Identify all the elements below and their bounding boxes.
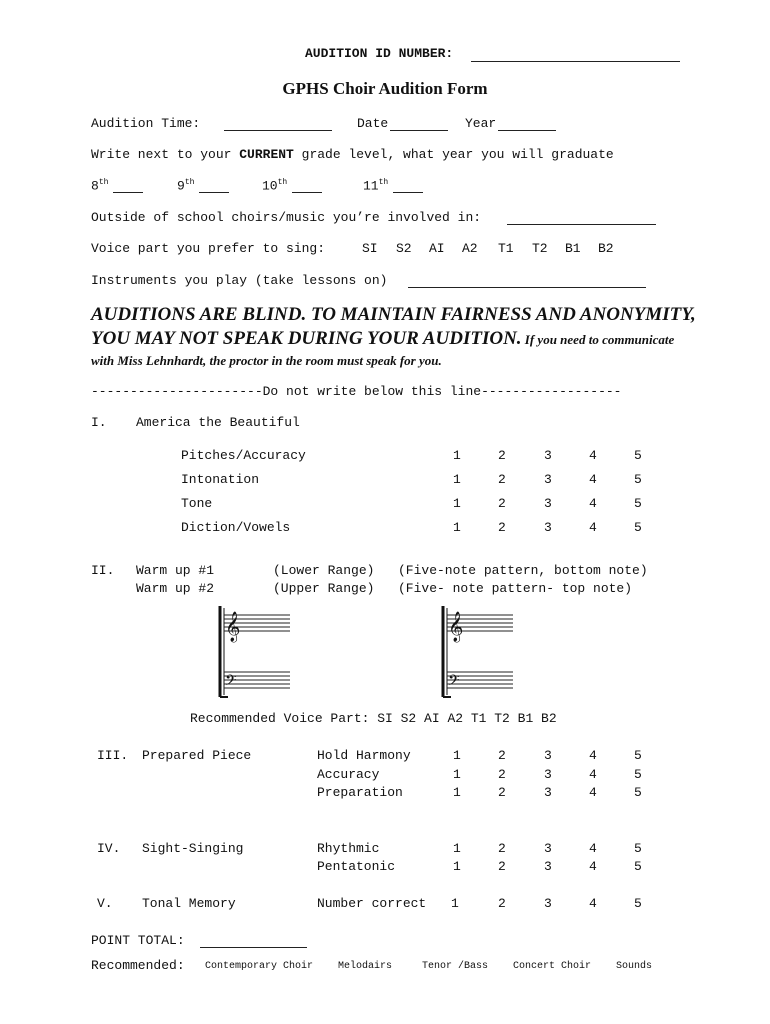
score-option-5[interactable]: 5	[634, 767, 642, 782]
voice-option-si[interactable]: SI	[362, 241, 378, 256]
score-option-2[interactable]: 2	[498, 859, 506, 874]
score-option-1[interactable]: 1	[453, 496, 461, 511]
section-3-numeral: III.	[97, 748, 129, 763]
date-field[interactable]	[390, 118, 448, 131]
score-option-5[interactable]: 5	[634, 785, 642, 800]
score-option-4[interactable]: 4	[589, 841, 597, 856]
score-option-4[interactable]: 4	[589, 896, 597, 911]
audition-id-label: AUDITION ID NUMBER:	[305, 46, 454, 61]
score-option-4[interactable]: 4	[589, 472, 597, 487]
date-label: Date	[357, 116, 389, 131]
grade-9-field[interactable]	[199, 182, 229, 193]
bass-clef-icon: 𝄢	[448, 672, 460, 693]
score-option-3[interactable]: 3	[544, 785, 552, 800]
score-option-4[interactable]: 4	[589, 448, 597, 463]
score-option-2[interactable]: 2	[498, 520, 506, 535]
score-option-2[interactable]: 2	[498, 767, 506, 782]
blind-audition-notice-line2: YOU MAY NOT SPEAK DURING YOUR AUDITION. If you need to communicate	[91, 328, 675, 349]
grand-staff-upper-range[interactable]	[437, 604, 517, 700]
year-field[interactable]	[498, 118, 556, 131]
recommended-voice-part: Recommended Voice Part: SI S2 AI A2 T1 T2 B1 B2	[190, 711, 557, 726]
score-option-4[interactable]: 4	[589, 496, 597, 511]
score-option-3[interactable]: 3	[544, 767, 552, 782]
instruments-label: Instruments you play (take lessons on)	[91, 273, 388, 288]
recommended-choir-label: Recommended:	[91, 958, 185, 973]
score-option-4[interactable]: 4	[589, 748, 597, 763]
score-option-3[interactable]: 3	[544, 896, 552, 911]
score-option-1[interactable]: 1	[453, 520, 461, 535]
score-option-5[interactable]: 5	[634, 448, 642, 463]
score-option-1[interactable]: 1	[453, 748, 461, 763]
grade-10: 10th	[262, 178, 288, 194]
voice-option-b1[interactable]: B1	[565, 241, 581, 256]
voice-part-label: Voice part you prefer to sing:	[91, 241, 326, 256]
score-option-2[interactable]: 2	[498, 748, 506, 763]
audition-time-label: Audition Time:	[91, 116, 201, 131]
score-option-1[interactable]: 1	[453, 767, 461, 782]
grand-staff-lower-range[interactable]	[214, 604, 294, 700]
voice-option-b2[interactable]: B2	[598, 241, 614, 256]
criterion-pentatonic: Pentatonic	[317, 859, 396, 874]
criterion-intonation: Intonation	[181, 472, 260, 487]
grade-8: 8th	[91, 178, 109, 194]
choir-option-tenor-bass[interactable]: Tenor /Bass	[422, 961, 489, 972]
score-option-5[interactable]: 5	[634, 748, 642, 763]
score-option-3[interactable]: 3	[544, 472, 552, 487]
grade-8-field[interactable]	[113, 182, 143, 193]
criterion-accuracy: Accuracy	[317, 767, 380, 782]
score-option-1[interactable]: 1	[451, 896, 459, 911]
criterion-hold-harmony: Hold Harmony	[317, 748, 411, 763]
criterion-diction-vowels: Diction/Vowels	[181, 520, 291, 535]
point-total-label: POINT TOTAL:	[91, 933, 185, 948]
criterion-tone: Tone	[181, 496, 213, 511]
treble-clef-icon: 𝄞	[225, 612, 241, 642]
score-option-5[interactable]: 5	[634, 520, 642, 535]
outside-choirs-field[interactable]	[507, 212, 656, 225]
voice-option-t2[interactable]: T2	[532, 241, 548, 256]
page-title: GPHS Choir Audition Form	[282, 79, 488, 98]
audition-id-field[interactable]	[471, 49, 680, 62]
voice-option-t1[interactable]: T1	[498, 241, 514, 256]
point-total-field[interactable]	[200, 935, 307, 948]
blind-audition-notice-line3: with Miss Lehnhardt, the proctor in the room must speak for you.	[91, 353, 442, 368]
grade-11-field[interactable]	[393, 182, 423, 193]
score-option-3[interactable]: 3	[544, 841, 552, 856]
score-option-1[interactable]: 1	[453, 785, 461, 800]
criterion-number-correct: Number correct	[317, 896, 427, 911]
do-not-write-divider: ----------------------Do not write below this line------------------	[91, 384, 622, 399]
score-option-3[interactable]: 3	[544, 748, 552, 763]
score-option-1[interactable]: 1	[453, 841, 461, 856]
bass-clef-icon: 𝄢	[225, 672, 237, 693]
score-option-4[interactable]: 4	[589, 859, 597, 874]
grade-prompt: Write next to your CURRENT grade level, what year you will graduate	[91, 147, 614, 162]
grade-11: 11th	[363, 178, 389, 194]
warm-up-1-name: Warm up #1	[136, 563, 215, 578]
score-option-2[interactable]: 2	[498, 785, 506, 800]
score-option-5[interactable]: 5	[634, 472, 642, 487]
score-option-5[interactable]: 5	[634, 896, 642, 911]
section-4-numeral: IV.	[97, 841, 121, 856]
score-option-1[interactable]: 1	[453, 448, 461, 463]
score-option-3[interactable]: 3	[544, 448, 552, 463]
score-option-5[interactable]: 5	[634, 859, 642, 874]
score-option-5[interactable]: 5	[634, 841, 642, 856]
section-4-title: Sight-Singing	[142, 841, 244, 856]
criterion-rhythmic: Rhythmic	[317, 841, 380, 856]
score-option-4[interactable]: 4	[589, 785, 597, 800]
score-option-3[interactable]: 3	[544, 859, 552, 874]
year-label: Year	[465, 116, 497, 131]
score-option-1[interactable]: 1	[453, 859, 461, 874]
score-option-2[interactable]: 2	[498, 496, 506, 511]
warm-up-1-pattern: (Five-note pattern, bottom note)	[398, 563, 648, 578]
score-option-3[interactable]: 3	[544, 496, 552, 511]
voice-option-s2[interactable]: S2	[396, 241, 412, 256]
score-option-2[interactable]: 2	[498, 472, 506, 487]
section-5-numeral: V.	[97, 896, 113, 911]
score-option-2[interactable]: 2	[498, 896, 506, 911]
criterion-pitches-accuracy: Pitches/Accuracy	[181, 448, 306, 463]
choir-option-concert[interactable]: Concert Choir	[513, 961, 592, 972]
audition-time-field[interactable]	[224, 118, 332, 131]
voice-option-ai[interactable]: AI	[429, 241, 445, 256]
treble-clef-icon: 𝄞	[448, 612, 464, 642]
warm-up-2-range: (Upper Range)	[273, 581, 375, 596]
choir-option-sounds[interactable]: Sounds	[616, 961, 653, 972]
section-1-title: America the Beautiful	[136, 415, 300, 430]
warm-up-2-name: Warm up #2	[136, 581, 215, 596]
instruments-field[interactable]	[408, 275, 646, 288]
score-option-4[interactable]: 4	[589, 520, 597, 535]
grade-10-field[interactable]	[292, 182, 322, 193]
choir-option-melodairs[interactable]: Melodairs	[338, 961, 393, 972]
choir-option-contemporary[interactable]: Contemporary Choir	[205, 961, 314, 972]
score-option-3[interactable]: 3	[544, 520, 552, 535]
blind-audition-notice-line1: AUDITIONS ARE BLIND. TO MAINTAIN FAIRNESS AND ANONYMITY,	[91, 304, 696, 325]
voice-option-a2[interactable]: A2	[462, 241, 478, 256]
criterion-preparation: Preparation	[317, 785, 403, 800]
section-5-title: Tonal Memory	[142, 896, 236, 911]
score-option-5[interactable]: 5	[634, 496, 642, 511]
warm-up-2-pattern: (Five- note pattern- top note)	[398, 581, 633, 596]
section-3-title: Prepared Piece	[142, 748, 252, 763]
section-2-numeral: II.	[91, 563, 115, 578]
warm-up-1-range: (Lower Range)	[273, 563, 375, 578]
section-1-numeral: I.	[91, 415, 107, 430]
score-option-1[interactable]: 1	[453, 472, 461, 487]
outside-choirs-label: Outside of school choirs/music you’re involved in:	[91, 210, 482, 225]
grade-9: 9th	[177, 178, 195, 194]
score-option-2[interactable]: 2	[498, 448, 506, 463]
score-option-4[interactable]: 4	[589, 767, 597, 782]
score-option-2[interactable]: 2	[498, 841, 506, 856]
